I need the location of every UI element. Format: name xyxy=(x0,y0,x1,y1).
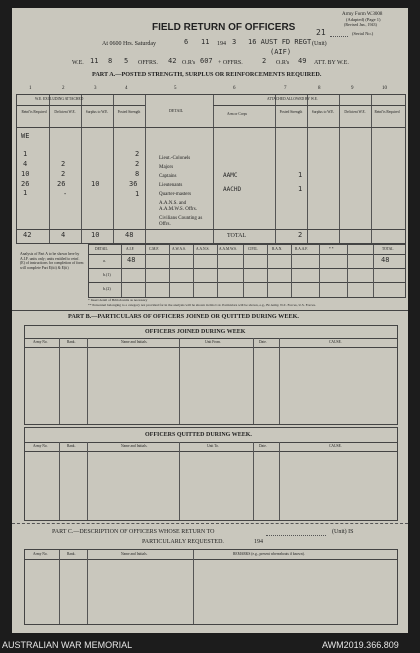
col-num: 5 xyxy=(174,86,177,91)
rank-label: Lieutenants xyxy=(159,183,183,188)
part-a-table xyxy=(16,94,406,244)
sub-header: Deficient W.E. xyxy=(54,110,76,114)
joined-col-header: Rank. xyxy=(67,340,76,344)
col2-value: 2 xyxy=(61,170,66,178)
quitted-title: OFFICERS QUITTED DURING WEEK. xyxy=(145,432,252,438)
analysis-note: Analysis of Part A to be shown here by A.I.F. units only; units entitled to reinf. (E) of instructions for completion of form will complete Part E(iii) & E(ii) xyxy=(20,252,84,271)
col1-value: 1 xyxy=(23,189,28,197)
rank-label: Quarter-masters xyxy=(159,192,192,197)
quitted-col-header: Unit To. xyxy=(207,444,219,448)
joined-col-header: Date. xyxy=(259,340,267,344)
column-number-row xyxy=(16,84,404,94)
aif-handwritten: (AIF) xyxy=(270,48,292,56)
we-label: W.E. xyxy=(72,60,84,66)
rank-label: A.A.N.S. and A.A.M.W.S. Offrs. xyxy=(159,201,197,212)
analysis-header: A.I.F. xyxy=(126,247,135,251)
serial-label: (Serial No.) xyxy=(352,31,374,36)
quitted-col-header: CAUSE. xyxy=(329,444,342,448)
archive-id: AWM2019.366.809 xyxy=(322,640,399,650)
offrs2-value: 2 xyxy=(262,57,267,65)
col-num: 1 xyxy=(29,86,32,91)
form-revised: (Revised Jan., 1943) xyxy=(344,22,377,27)
total-value: 10 xyxy=(91,231,100,239)
we-value-2: 8 xyxy=(108,57,113,65)
unit-handwritten: 16 AUST FD REGT xyxy=(248,38,312,46)
detail-header: DETAIL xyxy=(169,108,184,113)
analysis-table xyxy=(88,244,406,298)
part-c-col-header: Army No. xyxy=(33,552,48,556)
joined-col-header: CAUSE. xyxy=(329,340,342,344)
joined-col-header: Unit From. xyxy=(205,340,221,344)
analysis-header: DETAIL xyxy=(95,247,108,251)
corps-value: AAMC xyxy=(223,172,238,179)
total-value: 2 xyxy=(298,231,303,239)
joined-col-header: Name and Initials. xyxy=(121,340,148,344)
analysis-row-label: a. xyxy=(103,258,106,263)
form-title: FIELD RETURN OF OFFICERS xyxy=(152,22,296,33)
quitted-col-header: Army No. xyxy=(33,444,48,448)
joined-table xyxy=(24,325,398,425)
analysis-row-label: b.(1) xyxy=(103,272,111,277)
total-value: 4 xyxy=(61,231,66,239)
year-suffix: 3 xyxy=(232,38,237,46)
col2-value: - xyxy=(63,190,68,198)
offrs-value: 42 xyxy=(168,57,177,65)
day-value: 6 xyxy=(184,38,189,46)
col1-value: 4 xyxy=(23,160,28,168)
part-c-table xyxy=(24,549,398,625)
col-num: 2 xyxy=(62,86,65,91)
army-form-number: Army Form W.3008 xyxy=(342,12,383,17)
month-value: 11 xyxy=(201,38,210,46)
col-num: 4 xyxy=(125,86,128,91)
sub-header: Deficient W.E. xyxy=(344,110,366,114)
sub-header: Posted Strength xyxy=(117,110,141,114)
quitted-table xyxy=(24,427,398,521)
col1-value: 1 xyxy=(23,150,28,158)
att-label: ATT. BY W.E. xyxy=(314,60,349,66)
rank-label: Lieut.-Colonels xyxy=(159,156,191,161)
ors-value: 607 xyxy=(200,57,213,65)
ors-label: O.R's xyxy=(182,60,196,66)
corps-value: AACHD xyxy=(223,186,242,193)
part-c-col-header: Rank. xyxy=(67,552,76,556)
joined-title: OFFICERS JOINED DURING WEEK xyxy=(145,329,246,335)
part-c-divider xyxy=(12,523,408,524)
quitted-col-header: Rank. xyxy=(67,444,76,448)
analysis-footnote: * Insert detail of British units as necessary xyxy=(88,298,148,302)
field-return-form xyxy=(12,8,408,633)
year-prefix: 194 xyxy=(217,41,226,47)
rank-label: Civilians Counting as Offrs. xyxy=(159,216,203,227)
ors2-value: 49 xyxy=(298,57,307,65)
serial-number-handwritten: 21 xyxy=(316,28,326,37)
col-num: 3 xyxy=(94,86,97,91)
analysis-aif-value: 48 xyxy=(127,256,136,264)
sub-header: Reinf'ts Required xyxy=(21,110,47,114)
plus-offrs-label: + OFFRS. xyxy=(218,60,243,66)
col7-value: 1 xyxy=(298,171,303,179)
we-value-1: 11 xyxy=(90,57,99,65)
col-num: 10 xyxy=(382,86,387,91)
col7-value: 1 xyxy=(298,185,303,193)
sub-header: Reinf'ts Required xyxy=(374,110,400,114)
col3-value: 10 xyxy=(91,180,100,188)
analysis-header: A.A.M.W.S. xyxy=(219,247,237,251)
at-time-label: At 0600 Hrs. Saturday xyxy=(102,41,156,47)
analysis-header: * * xyxy=(329,247,334,251)
analysis-header: TOTAL xyxy=(382,247,394,251)
offrs-label: OFFRS. xyxy=(138,60,158,66)
joined-col-header: Army No. xyxy=(33,340,48,344)
col4-value: 2 xyxy=(135,150,140,158)
serial-line xyxy=(330,36,348,37)
we-excluding-header: W.E. EXCLUDING ATTACHED xyxy=(35,97,84,101)
sub-header: Posted Strength xyxy=(279,110,303,114)
col4-value: 1 xyxy=(135,190,140,198)
col-num: 6 xyxy=(233,86,236,91)
total-label: TOTAL xyxy=(227,233,247,239)
analysis-header: R.A.A.F. xyxy=(295,247,308,251)
part-c-col-header: Name and Initials. xyxy=(121,552,148,556)
col-num: 7 xyxy=(284,86,287,91)
analysis-footnote: ** Personnel belonging to a category not provided for in the analysis will be shown in this Col. Particulars will be shown, e.g., Br Army, N.Z. Forces, U.S. Forces. xyxy=(88,303,316,307)
sub-header: Surplus to W.E. xyxy=(85,110,109,114)
col1-value: WE xyxy=(21,132,30,140)
unit-label: (Unit) xyxy=(312,41,327,47)
part-c-unit-line xyxy=(266,535,326,536)
part-c-title: PART C.—DESCRIPTION OF OFFICERS WHOSE RETURN TO xyxy=(52,529,215,535)
col-num: 8 xyxy=(318,86,321,91)
col2-value: 2 xyxy=(61,160,66,168)
analysis-header: A.A.N.S. xyxy=(196,247,210,251)
archive-footer xyxy=(0,637,420,653)
analysis-header: R.A.N. xyxy=(272,247,283,251)
col1-value: 26 xyxy=(21,180,30,188)
col4-value: 2 xyxy=(135,160,140,168)
col2-value: 26 xyxy=(57,180,66,188)
rank-label: Majors xyxy=(159,165,174,170)
part-a-title: PART A.—POSTED STRENGTH, SURPLUS OR REINFORCEMENTS REQUIRED. xyxy=(92,71,322,78)
form-adapted: (Adapted) (Page 1) xyxy=(346,17,381,22)
analysis-total-value: 48 xyxy=(381,256,390,264)
total-value: 42 xyxy=(23,231,32,239)
part-c-requested: PARTICULARLY REQUESTED. xyxy=(142,539,224,545)
analysis-header: CIVIL xyxy=(248,247,258,251)
quitted-col-header: Name and Initials. xyxy=(121,444,148,448)
part-b-title: PART B.—PARTICULARS OF OFFICERS JOINED OR QUITTED DURING WEEK. xyxy=(68,313,299,320)
part-c-col-header: REMARKS (e.g., present whereabouts if known). xyxy=(233,552,305,556)
quitted-col-header: Date. xyxy=(259,444,267,448)
ors2-label: O.R's xyxy=(276,60,290,66)
col4-value: 8 xyxy=(135,170,140,178)
we-value-3: 5 xyxy=(124,57,129,65)
archive-name: AUSTRALIAN WAR MEMORIAL xyxy=(2,640,133,650)
sub-header: Arm or Corps xyxy=(227,112,247,116)
part-c-unit-is: (Unit) IS xyxy=(332,529,354,535)
col-num: 9 xyxy=(351,86,354,91)
total-value: 48 xyxy=(125,231,134,239)
col4-value: 36 xyxy=(129,180,138,188)
attached-allowed-header: ATTACHED ALLOWED BY W.E. xyxy=(267,97,318,101)
analysis-header: C.M.F. xyxy=(149,247,159,251)
analysis-header: A.W.A.S. xyxy=(172,247,186,251)
part-c-date-tail: 194 xyxy=(254,539,263,545)
col1-value: 10 xyxy=(21,170,30,178)
sub-header: Surplus to W.E. xyxy=(311,110,335,114)
rank-label: Captains xyxy=(159,174,177,179)
analysis-row-label: b.(2) xyxy=(103,286,111,291)
